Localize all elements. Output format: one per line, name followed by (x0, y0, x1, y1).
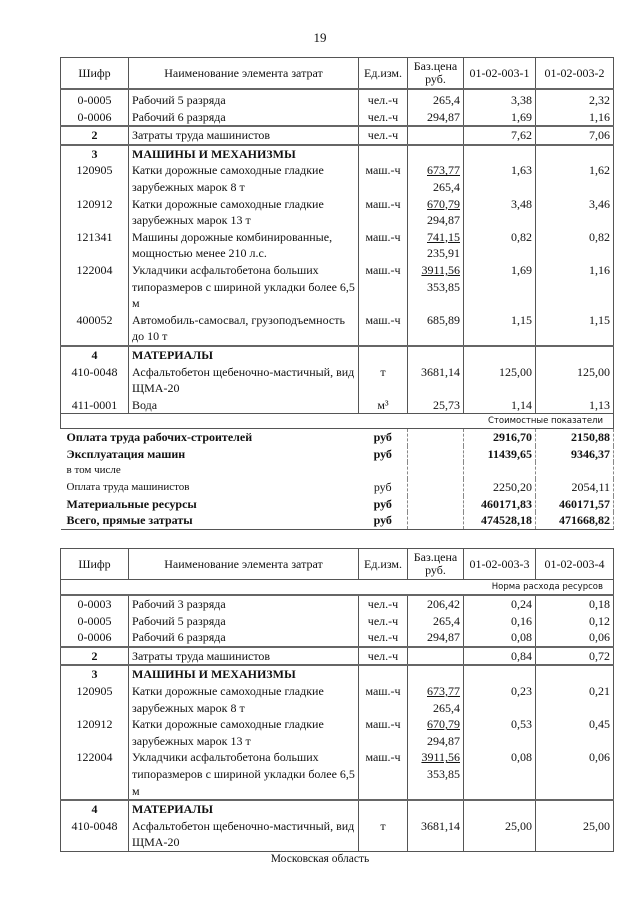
cell-value-1: 125,00 (464, 364, 536, 397)
summary-value-1: 474528,18 (464, 512, 536, 529)
table-row (61, 109, 614, 127)
cell-value-2: 0,18 (536, 595, 614, 613)
cell-value-1: 1,63 (464, 162, 536, 195)
page-footer: Московская область (270, 853, 370, 865)
cell-value-1: 0,23 (464, 683, 536, 716)
base-price: 294,87 (427, 630, 460, 645)
cell-code: 0-0006 (61, 629, 129, 647)
cell-name: МАШИНЫ И МЕХАНИЗМЫ (129, 665, 359, 683)
base-price: 294,87 (427, 213, 460, 228)
cell-code: 0-0005 (61, 89, 129, 109)
base-price: 3681,14 (421, 364, 460, 379)
cell-name: Рабочий 6 разряда (129, 109, 359, 127)
resource-table-1 (60, 57, 614, 530)
page-number: 19 (313, 30, 327, 45)
summary-label: Эксплуатация машин (66, 446, 186, 461)
cell-value-2: 7,06 (536, 126, 614, 145)
cell-value-2: 3,46 (536, 196, 614, 229)
table-row (61, 613, 614, 630)
summary-row (61, 479, 614, 496)
cell-name: Затраты труда машинистов (129, 647, 359, 666)
cell-price (408, 800, 464, 818)
summary-unit: руб (359, 512, 408, 529)
table-row (61, 595, 614, 613)
cell-value-2: 1,15 (536, 312, 614, 346)
summary-value-2: 9346,37 (536, 446, 614, 463)
summary-unit: руб (373, 496, 392, 511)
cell-value-2 (536, 145, 614, 163)
cell-code: 0-0006 (61, 109, 129, 127)
cell-unit: чел.-ч (359, 647, 408, 666)
cell-price (408, 665, 464, 683)
table-row (61, 145, 614, 163)
table-row (61, 800, 614, 818)
summary-price (408, 496, 464, 513)
cell-unit (359, 145, 408, 163)
cell-value-1: 0,82 (464, 229, 536, 262)
cell-name: Катки дорожные самоходные гладкие зарубежных марок 13 т (129, 716, 359, 749)
cell-price (408, 647, 464, 666)
header-col1: 01-02-003-3 (464, 549, 536, 580)
cell-price (408, 683, 464, 716)
cell-code: 4 (61, 346, 129, 364)
base-price: 265,4 (433, 93, 460, 107)
resource-table-2 (60, 548, 614, 852)
header-unit: Ед.изм. (359, 58, 408, 90)
cell-unit: чел.-ч (359, 595, 408, 613)
cell-value-2 (536, 800, 614, 818)
cell-value-2: 0,06 (536, 629, 614, 647)
header-unit: Ед.изм. (359, 549, 408, 580)
header-price: Баз.цена руб. (408, 549, 464, 580)
summary-value-1: 2250,20 (464, 479, 536, 496)
summary-label: Оплата труда рабочих-строителей (66, 430, 253, 445)
cell-name: МАШИНЫ И МЕХАНИЗМЫ (129, 145, 359, 163)
cell-name: Катки дорожные самоходные гладкие зарубежных марок 8 т (129, 683, 359, 716)
summary-row (61, 429, 614, 446)
cell-code: 120905 (61, 162, 129, 195)
cell-unit (359, 346, 408, 364)
header-row (61, 549, 614, 580)
cell-value-1: 3,48 (464, 196, 536, 229)
cell-code: 410-0048 (61, 818, 129, 852)
summary-value-2: 2150,88 (536, 429, 614, 446)
cell-code: 0-0005 (61, 613, 129, 630)
cell-unit: маш.-ч (359, 312, 408, 346)
cell-value-2: 1,13 (536, 397, 614, 414)
summary-value-2: 2054,11 (536, 479, 614, 496)
cell-name: Машины дорожные комбинированные, мощностью менее 210 л.с. (129, 229, 359, 262)
cell-value-2: 0,45 (536, 716, 614, 749)
cell-value-2 (536, 665, 614, 683)
base-price: 353,85 (427, 766, 460, 781)
summary-value-1: 11439,65 (464, 446, 536, 463)
cell-unit: маш.-ч (359, 716, 408, 749)
header-code: Шифр (61, 549, 129, 580)
table-row (61, 346, 614, 364)
cell-price (408, 629, 464, 647)
machine-price: 3911,56 (421, 750, 460, 765)
cell-price (408, 229, 464, 262)
cell-value-1: 0,24 (464, 595, 536, 613)
summary-value-2: 460171,57 (536, 496, 614, 513)
summary-value-2 (536, 462, 614, 479)
table-row (61, 818, 614, 852)
summary-row (61, 446, 614, 463)
table-row (61, 126, 614, 145)
cell-name: Асфальтобетон щебеночно-мастичный, вид ЩМА-20 (129, 364, 359, 397)
base-price: 294,87 (427, 733, 460, 748)
cell-name: Вода (129, 397, 359, 414)
cell-value-1: 25,00 (464, 818, 536, 852)
cell-code: 122004 (61, 262, 129, 312)
cell-value-1 (464, 145, 536, 163)
cell-price (408, 162, 464, 195)
cell-value-2: 0,06 (536, 749, 614, 800)
cell-price (408, 145, 464, 163)
cell-value-2: 0,82 (536, 229, 614, 262)
cell-code: 122004 (61, 749, 129, 800)
summary-price (408, 512, 464, 529)
summary-unit: руб (373, 480, 392, 495)
table-row (61, 647, 614, 666)
table-row (61, 397, 614, 414)
cell-name: Затраты труда машинистов (129, 126, 359, 145)
cell-unit: чел.-ч (359, 126, 408, 145)
cell-name: Автомобиль-самосвал, грузоподъемность до 10 т (129, 312, 359, 346)
cell-code: 411-0001 (61, 397, 129, 414)
machine-price: 673,77 (427, 163, 460, 178)
cell-value-1: 0,84 (464, 647, 536, 666)
cell-unit: м³ (359, 397, 408, 414)
cell-value-2 (536, 346, 614, 364)
machine-price: 741,15 (427, 229, 460, 244)
base-price: 265,4 (433, 613, 460, 628)
cell-code: 120912 (61, 196, 129, 229)
cell-code: 121341 (61, 229, 129, 262)
base-price: 235,91 (427, 246, 460, 261)
cell-price (408, 749, 464, 800)
cell-unit: чел.-ч (359, 629, 408, 647)
cell-price (408, 595, 464, 613)
cell-price (408, 126, 464, 145)
cost-note: Стоимостные показатели (61, 414, 614, 429)
cell-name: Укладчики асфальтобетона больших типоразмеров с шириной укладки более 6,5 м (129, 262, 359, 312)
cell-unit (359, 665, 408, 683)
cell-value-2: 125,00 (536, 364, 614, 397)
cell-name: Рабочий 5 разряда (129, 613, 359, 630)
cell-price (408, 818, 464, 852)
cell-price (408, 613, 464, 630)
cell-unit: маш.-ч (359, 162, 408, 195)
summary-value-1 (464, 462, 536, 479)
summary-unit (359, 462, 408, 479)
cell-name: Катки дорожные самоходные гладкие зарубежных марок 8 т (129, 162, 359, 195)
cell-price (408, 262, 464, 312)
table-row (61, 229, 614, 262)
cell-value-2: 0,21 (536, 683, 614, 716)
table-row (61, 683, 614, 716)
cell-price (408, 346, 464, 364)
base-price: 685,89 (427, 312, 460, 327)
cell-code: 410-0048 (61, 364, 129, 397)
cell-code: 0-0003 (61, 595, 129, 613)
cell-code: 120905 (61, 683, 129, 716)
cell-code: 120912 (61, 716, 129, 749)
cell-price (408, 716, 464, 749)
cell-value-1 (464, 665, 536, 683)
header-row (61, 58, 614, 90)
cell-value-1 (464, 800, 536, 818)
base-price: 25,73 (433, 397, 460, 412)
cell-value-1: 1,69 (464, 262, 536, 312)
note-row (61, 580, 614, 596)
cell-code: 3 (61, 665, 129, 683)
cell-name: Рабочий 5 разряда (129, 89, 359, 109)
machine-price: 3911,56 (421, 262, 460, 277)
cell-code: 3 (61, 145, 129, 163)
cell-value-1: 0,16 (464, 613, 536, 630)
cell-price (408, 109, 464, 127)
header-price: Баз.цена руб. (408, 58, 464, 90)
summary-label: Материальные ресурсы (66, 496, 197, 511)
base-price: 265,4 (433, 700, 460, 715)
table-row (61, 665, 614, 683)
summary-unit: руб (373, 446, 392, 461)
machine-price: 670,79 (427, 717, 460, 732)
note-row (61, 414, 614, 429)
cell-unit (359, 800, 408, 818)
table-row (61, 262, 614, 312)
base-price: 3681,14 (421, 818, 460, 833)
summary-value-1: 460171,83 (464, 496, 536, 513)
cell-value-1: 3,38 (464, 89, 536, 109)
cell-code: 400052 (61, 312, 129, 346)
table-row (61, 749, 614, 800)
cell-name: Укладчики асфальтобетона больших типоразмеров с шириной укладки более 6,5 м (129, 749, 359, 800)
summary-row (61, 512, 614, 529)
cell-unit: маш.-ч (359, 262, 408, 312)
cell-unit: маш.-ч (359, 229, 408, 262)
header-name: Наименование элемента затрат (129, 549, 359, 580)
summary-label: в том числе (66, 464, 121, 477)
cell-value-1: 0,08 (464, 749, 536, 800)
table-row (61, 716, 614, 749)
table-row (61, 89, 614, 109)
cell-price (408, 89, 464, 109)
cell-unit: маш.-ч (359, 196, 408, 229)
cell-unit: т (359, 364, 408, 397)
header-col2: 01-02-003-4 (536, 549, 614, 580)
cell-value-2: 0,12 (536, 613, 614, 630)
header-name: Наименование элемента затрат (129, 58, 359, 90)
cell-value-1: 1,15 (464, 312, 536, 346)
cell-value-2: 0,72 (536, 647, 614, 666)
cell-value-2: 2,32 (536, 89, 614, 109)
summary-value-2: 471668,82 (536, 512, 614, 529)
cell-value-1: 1,69 (464, 109, 536, 127)
summary-price (408, 446, 464, 463)
header-col2: 01-02-003-2 (536, 58, 614, 90)
summary-label: Всего, прямые затраты (61, 512, 359, 529)
cell-value-2: 1,62 (536, 162, 614, 195)
header-code: Шифр (61, 58, 129, 90)
cell-price (408, 312, 464, 346)
summary-row (61, 496, 614, 513)
cell-name: МАТЕРИАЛЫ (129, 346, 359, 364)
cell-name: Рабочий 6 разряда (129, 629, 359, 647)
norm-note: Норма расхода ресурсов (61, 580, 614, 596)
table-row (61, 196, 614, 229)
cell-name: МАТЕРИАЛЫ (129, 800, 359, 818)
cell-unit: чел.-ч (359, 613, 408, 630)
base-price: 206,42 (427, 597, 460, 611)
cell-value-1: 1,14 (464, 397, 536, 414)
cell-unit: чел.-ч (359, 109, 408, 127)
summary-unit: руб (373, 430, 392, 445)
cell-name: Рабочий 3 разряда (129, 595, 359, 613)
cell-unit: маш.-ч (359, 749, 408, 800)
header-col1: 01-02-003-1 (464, 58, 536, 90)
base-price: 353,85 (427, 279, 460, 294)
cell-value-1: 0,08 (464, 629, 536, 647)
table-row (61, 364, 614, 397)
summary-value-1: 2916,70 (464, 429, 536, 446)
cell-value-1: 7,62 (464, 126, 536, 145)
machine-price: 673,77 (427, 683, 460, 698)
cell-name: Асфальтобетон щебеночно-мастичный, вид ЩМА-20 (129, 818, 359, 852)
summary-label: Оплата труда машинистов (66, 481, 190, 494)
summary-row (61, 462, 614, 479)
cell-value-1: 0,53 (464, 716, 536, 749)
cell-unit: чел.-ч (359, 89, 408, 109)
cell-code: 4 (61, 800, 129, 818)
cell-price (408, 397, 464, 414)
table-row (61, 162, 614, 195)
cell-code: 2 (61, 647, 129, 666)
cell-value-2: 1,16 (536, 109, 614, 127)
summary-price (408, 462, 464, 479)
table-row (61, 312, 614, 346)
base-price: 294,87 (427, 109, 460, 124)
summary-price (408, 429, 464, 446)
machine-price: 670,79 (427, 196, 460, 211)
cell-value-2: 25,00 (536, 818, 614, 852)
cell-value-1 (464, 346, 536, 364)
cell-price (408, 364, 464, 397)
summary-price (408, 479, 464, 496)
cell-price (408, 196, 464, 229)
cell-unit: маш.-ч (359, 683, 408, 716)
cell-code: 2 (61, 126, 129, 145)
cell-unit: т (359, 818, 408, 852)
cell-value-2: 1,16 (536, 262, 614, 312)
cell-name: Катки дорожные самоходные гладкие зарубежных марок 13 т (129, 196, 359, 229)
base-price: 265,4 (433, 179, 460, 194)
table-row (61, 629, 614, 647)
